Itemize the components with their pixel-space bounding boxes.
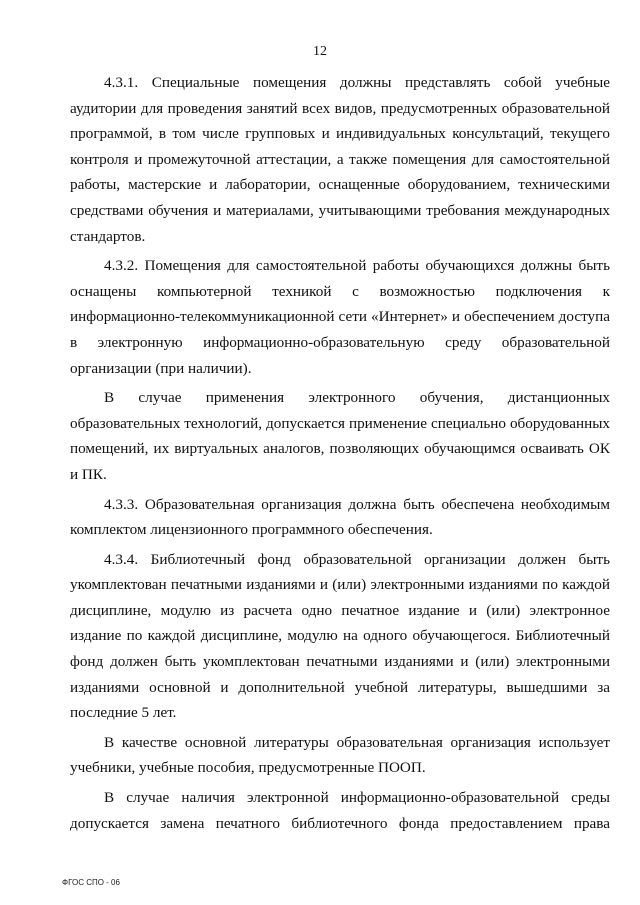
- paragraph-4-3-4: 4.3.4. Библиотечный фонд образовательной организации должен быть укомплектован печатными изданиями и (или) электронными изданиями по каждой дисциплине, модулю из расчета одно печатное издание и (или) электронное издание по каждой дисциплине, модулю на одного обучающегося. Библиотечный фонд должен быть укомплектован печатными изданиями и (или) электронными изданиями основной и дополнительной учебной литературы, вышедшими за последние 5 лет.: [70, 550, 610, 722]
- paragraph-4-3-1: 4.3.1. Специальные помещения должны представлять собой учебные аудитории для проведения занятий всех видов, предусмотренных образовательной программой, в том числе групповых и индивидуальных консультаций, текущего контроля и промежуточной аттестации, а также помещения для самостоятельной работы, мастерские и лаборатории, оснащенные оборудованием, техническими средствами обучения и материалами, учитывающими требования международных стандартов.: [70, 74, 610, 245]
- document-body: [70, 70, 610, 840]
- paragraph-main-literature: В качестве основной литературы образовательная организация использует учебники, учебные пособия, предусмотренные ПООП.: [70, 733, 610, 777]
- paragraph-4-3-2: 4.3.2. Помещения для самостоятельной работы обучающихся должны быть оснащены компьютерной техникой с возможностью подключения к информационно-телекоммуникационной сети «Интернет» и обеспечением доступа в электронную информационно-образовательную среду образовательной организации (при наличии).: [70, 257, 610, 377]
- paragraph-e-learning: В случае применения электронного обучения, дистанционных образовательных технологий, допускается применение специально оборудованных помещений, их виртуальных аналогов, позволяющих обучающимся осваивать ОК и ПК.: [70, 389, 610, 483]
- paragraph-4-3-3: 4.3.3. Образовательная организация должна быть обеспечена необходимым комплектом лицензионного программного обеспечения.: [70, 495, 610, 539]
- footer-label: ФГОС СПО - 06: [62, 878, 120, 887]
- paragraph-electronic-environment: В случае наличия электронной информационно-образовательной среды допускается замена печатного библиотечного фонда предоставлением права: [70, 789, 610, 832]
- page-number: 12: [313, 44, 327, 59]
